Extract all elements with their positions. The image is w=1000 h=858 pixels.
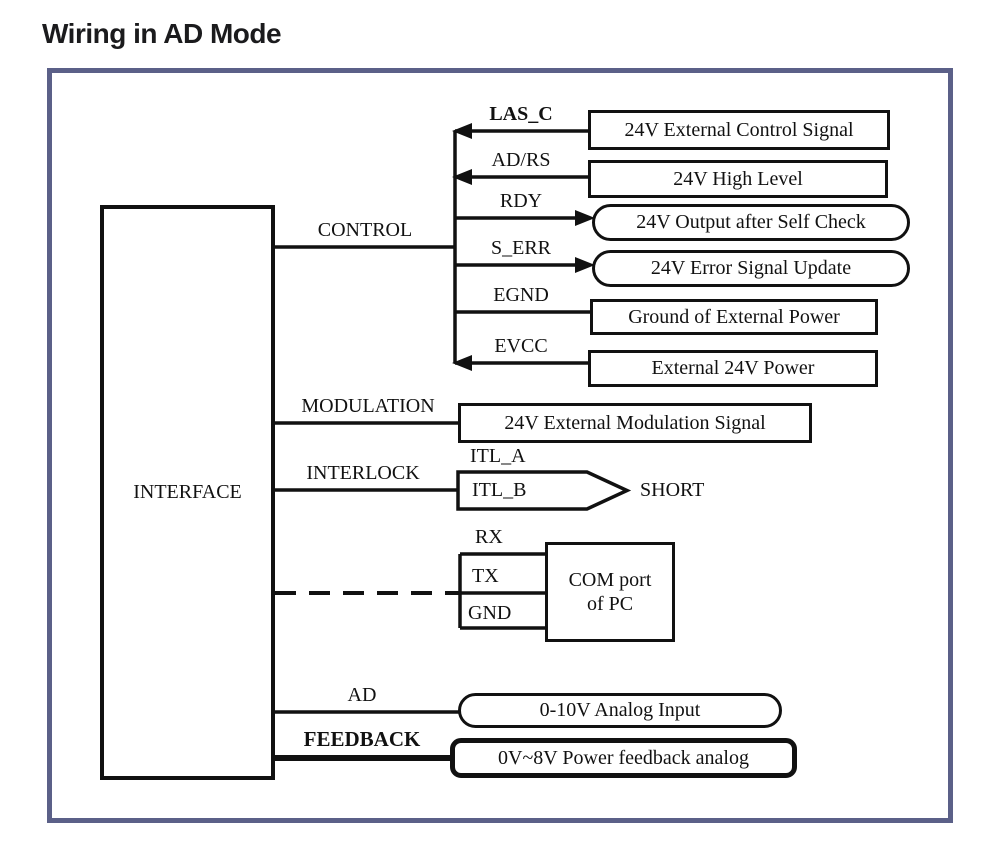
egnd-label: EGND <box>493 284 549 306</box>
modulation-signal-box: 24V External Modulation Signal <box>458 403 812 443</box>
las-c-label: LAS_C <box>489 103 553 125</box>
itl-a-label: ITL_A <box>470 445 526 467</box>
modulation-label: MODULATION <box>301 395 435 417</box>
external-control-signal-box: 24V External Control Signal <box>588 110 890 150</box>
evcc-label: EVCC <box>494 335 548 357</box>
interface-label: INTERFACE <box>133 481 242 503</box>
rx-label: RX <box>475 526 503 548</box>
com-port-box <box>545 542 675 642</box>
feedback-analog-box: 0V~8V Power feedback analog <box>450 738 797 778</box>
external-24v-power-box: External 24V Power <box>588 350 878 387</box>
gnd-label: GND <box>468 602 512 624</box>
analog-input-box: 0-10V Analog Input <box>458 693 782 728</box>
control-label: CONTROL <box>317 219 413 241</box>
diagram-frame <box>47 68 953 823</box>
high-level-box: 24V High Level <box>588 160 888 198</box>
com-port-line2: of PC <box>586 593 634 615</box>
com-port-line1: COM port <box>568 569 652 591</box>
tx-label: TX <box>472 565 499 587</box>
ad-rs-label: AD/RS <box>491 149 551 171</box>
ground-external-power-box: Ground of External Power <box>590 299 878 335</box>
short-label: SHORT <box>640 479 705 501</box>
interlock-label: INTERLOCK <box>306 462 420 484</box>
s-err-label: S_ERR <box>490 237 552 259</box>
output-self-check-box: 24V Output after Self Check <box>592 204 910 241</box>
feedback-label: FEEDBACK <box>303 727 421 751</box>
ad-label: AD <box>347 684 377 706</box>
error-signal-update-box: 24V Error Signal Update <box>592 250 910 287</box>
itl-b-label: ITL_B <box>472 479 527 501</box>
page-title: Wiring in AD Mode <box>42 18 282 49</box>
interface-box <box>100 205 275 780</box>
rdy-label: RDY <box>499 190 543 212</box>
